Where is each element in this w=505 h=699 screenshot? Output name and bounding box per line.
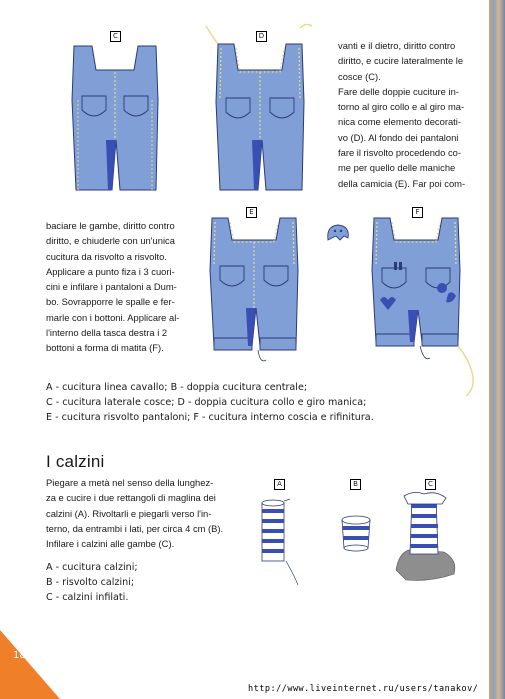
sock-a-illustration [258,495,302,585]
sock-c-illustration [392,490,462,582]
label-c: C [110,31,121,42]
captions-overalls: A - cucitura linea cavallo; B - doppia cucitura centrale; C - cucitura laterale cosce; D - doppia cucitura collo e giro manica; E - cucitura risvolto pantaloni; F - cucitura interno coscia e rifinitura. [46,382,374,423]
label-f: F [412,207,423,218]
page-number: 18 [13,650,26,661]
overalls-e-illustration [198,214,310,366]
section-heading-calzini: I calzini [46,452,105,471]
label-d: D [256,31,267,42]
label-e: E [246,207,257,218]
overalls-d-illustration [200,22,320,200]
page-edge-photo [489,0,505,699]
overalls-c-illustration [60,40,170,200]
text-mid-left: baciare le gambe, diritto contro diritto, e chiuderle con un'unica cucitura da risvolto a risvolto. Applicare a punto fiza i 3 cuori- cini e infilare i pantaloni a Dum- bo. Sovrapporre le spalle e fer- marle con i bottoni. Applicare al- l'interno della tasca destra i 2 bottoni a forma di matita (F). [46,220,180,354]
text-calzini: Piegare a metà nel senso della lunghez- za e cucire i due rettangoli di maglina dei calzini (A). Rivoltarli e piegarli verso l'in- terno, da entrambi i lati, per circa 4 cm (B). Infilare i calzini alle gambe (C). [46,477,224,550]
overalls-f-illustration [360,212,478,398]
pencil-buttons-icon [324,222,352,244]
label-c-socks: C [425,479,436,490]
label-b-socks: B [350,479,361,490]
footer-url: http://www.liveinternet.ru/users/tanakov/ [248,684,479,694]
label-a-socks: A [274,479,285,490]
text-top-right: vanti e il dietro, diritto contro diritto, e cucire lateralmente le cosce (C). Fare delle doppie cuciture in- torno al giro collo e al giro ma- nica come elemento decorati- vo (D). Al fondo dei pantaloni fare il risvolto procedendo co- me per quello delle maniche della camicia (E). Far poi com- [338,40,466,189]
sock-b-illustration [336,512,376,556]
page-corner-triangle [0,630,60,699]
captions-calzini: A - cucitura calzini; B - risvolto calzini; C - calzini infilati. [46,562,138,603]
